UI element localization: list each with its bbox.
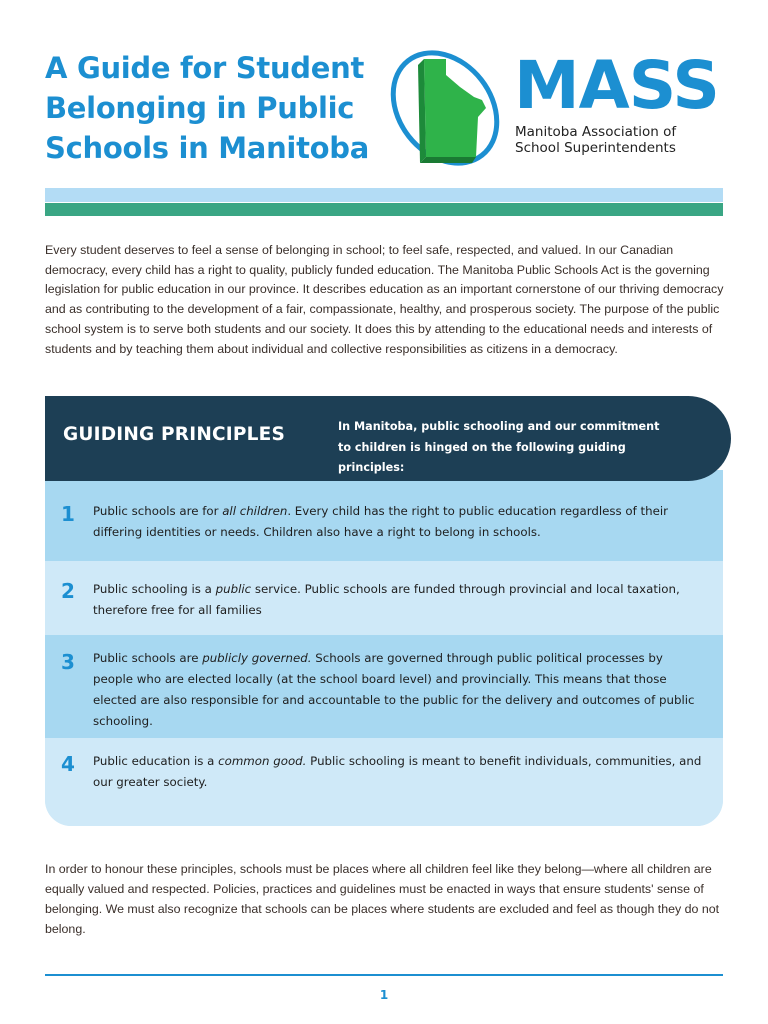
guiding-principles-heading: GUIDING PRINCIPLES bbox=[63, 424, 285, 445]
document-title bbox=[45, 48, 385, 168]
principle-number: 4 bbox=[61, 752, 75, 776]
manitoba-map-logo-icon bbox=[390, 45, 515, 170]
principle-text: Public schools are for all children. Every child has the right to public education regardless of their differing identities or needs. Children also have a right to belong in schools. bbox=[93, 504, 669, 539]
logo-acronym: MASS bbox=[514, 47, 719, 124]
principle-number: 1 bbox=[61, 502, 75, 526]
title-line: Belonging in Public bbox=[45, 91, 355, 125]
logo-subtitle bbox=[515, 124, 715, 156]
principle-item bbox=[45, 561, 723, 635]
mass-logo bbox=[390, 45, 719, 170]
principle-text: Public schooling is a public service. Public schools are funded through provincial and local taxation, therefore free for all families bbox=[93, 582, 680, 617]
principle-number: 3 bbox=[61, 650, 75, 674]
guiding-principles-header bbox=[45, 396, 731, 481]
header-band-green bbox=[45, 203, 723, 216]
guiding-principles-intro: In Manitoba, public schooling and our commitment to children is hinged on the following guiding principles: bbox=[338, 420, 660, 474]
page-number: 1 bbox=[379, 988, 389, 1002]
header-band-blue bbox=[45, 188, 723, 202]
principle-item bbox=[45, 635, 723, 738]
principle-text: Public education is a common good. Public schooling is meant to benefit individuals, communities, and our greater society. bbox=[93, 754, 702, 789]
logo-subtitle-line: Manitoba Association of bbox=[515, 124, 677, 140]
principle-number: 2 bbox=[61, 579, 75, 603]
principle-item bbox=[45, 738, 723, 826]
logo-subtitle-line: School Superintendents bbox=[515, 140, 676, 156]
title-line: A Guide for Student bbox=[45, 51, 365, 85]
principle-text: Public schools are publicly governed. Schools are governed through public political processes by people who are elected locally (at the school board level) and provincially. This means that those elected are also responsible for and accountable to the public for the delivery and outcomes of public schooling. bbox=[93, 651, 695, 728]
closing-paragraph: In order to honour these principles, schools must be places where all children feel like they belong—where all children are equally valued and respected. Policies, practices and guidelines must be enacted in ways that ensure students' sense of belonging. We must also recognize that schools can be places where students are excluded and feel as though they do not belong. bbox=[45, 862, 720, 936]
guiding-principles-card bbox=[45, 470, 723, 826]
principle-item bbox=[45, 470, 723, 561]
footer-divider bbox=[45, 974, 723, 976]
intro-paragraph: Every student deserves to feel a sense of belonging in school; to feel safe, respected, and valued. In our Canadian democracy, every child has a right to quality, publicly funded education. The Manitoba Public Schools Act is the governing legislation for public education in our province. It describes education as an important cornerstone of our thriving democracy and as contributing to the development of a fair, compassionate, healthy, and prosperous society. The purpose of the public school system is to serve both students and our society. It does this by attending to the educational needs and interests of students and by teaching them about individual and collective responsibilities as citizens in a democracy. bbox=[45, 243, 724, 356]
title-line: Schools in Manitoba bbox=[45, 131, 369, 165]
